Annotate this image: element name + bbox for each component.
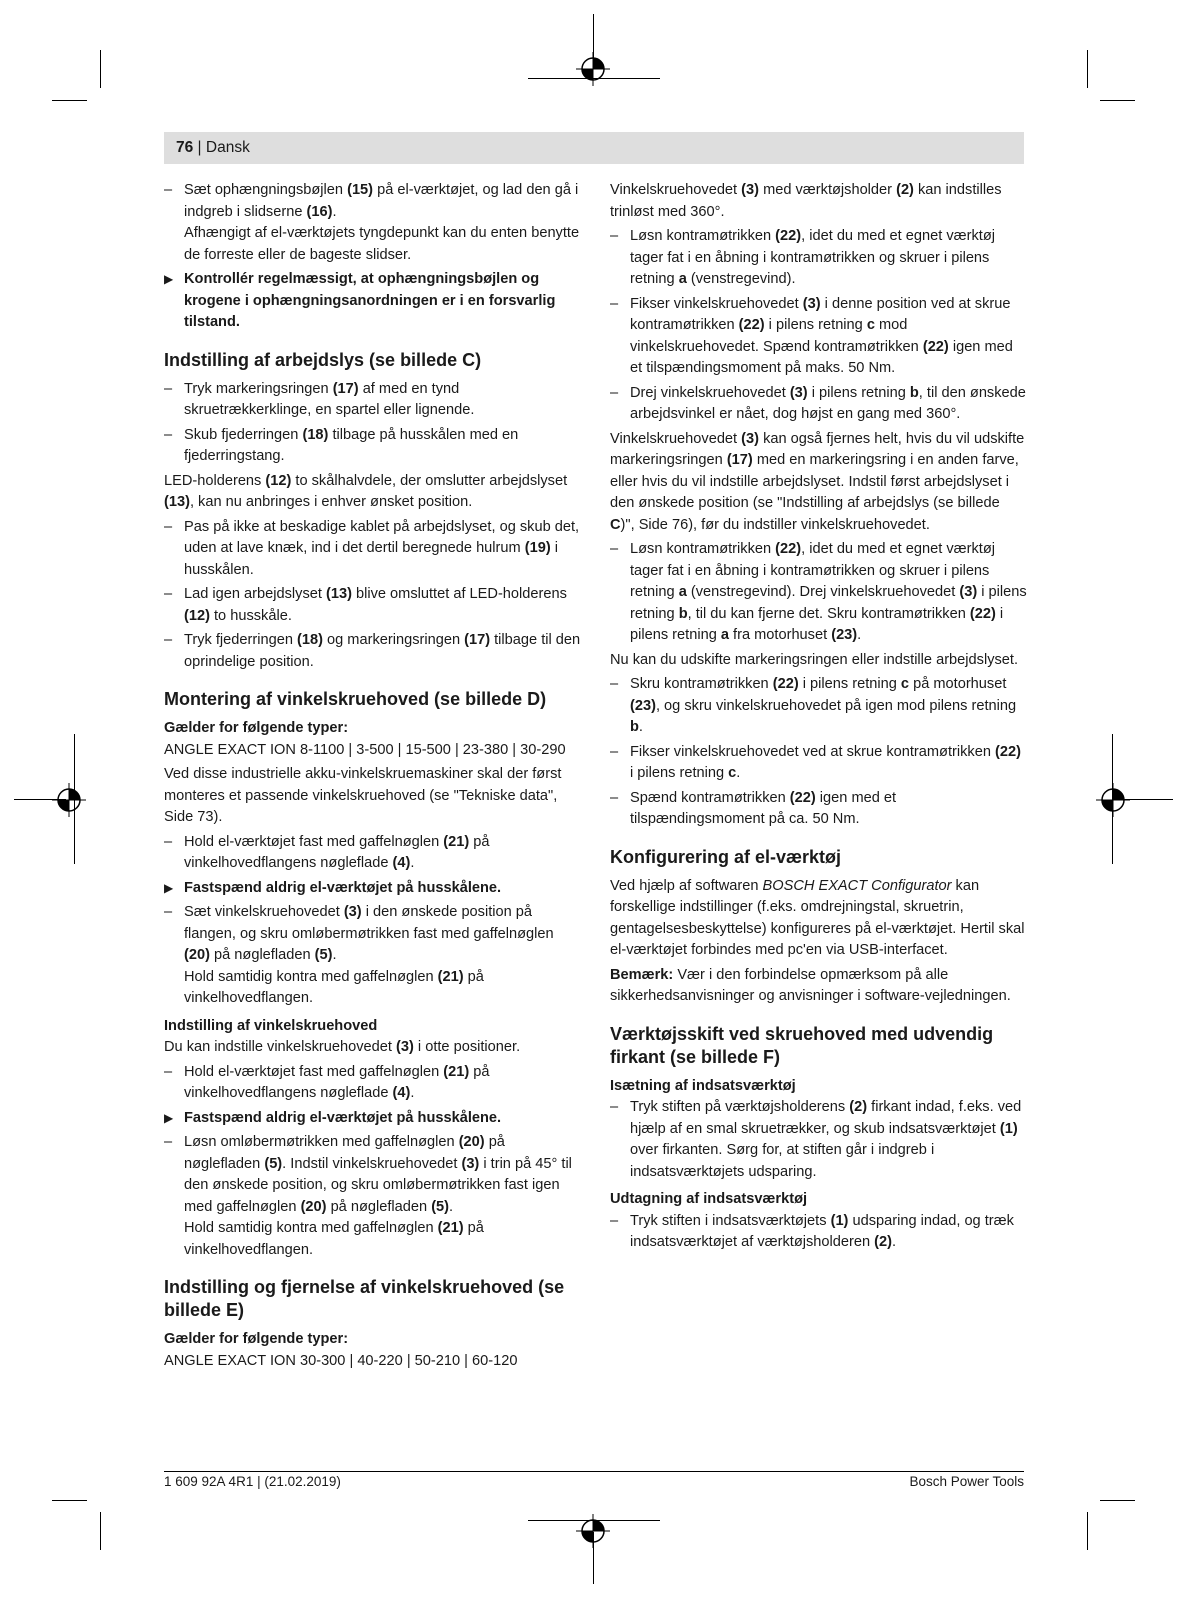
crop-mark [1087, 1512, 1088, 1550]
section-heading: Indstilling og fjernelse af vinkelskruehoved (se billede E) [164, 1277, 565, 1320]
list-item: – Hold el-værktøjet fast med gaffelnøglen (21) på vinkelhovedflangens nøgleflade (4). [164, 1062, 582, 1105]
list-item: – Drej vinkelskruehovedet (3) i pilens retning b, til den ønskede arbejdsvinkel er nået, dog højst en gang med 360°. [610, 383, 1028, 426]
list-item: – Sæt ophængningsbøjlen (15) på el-værktøjet, og lad den gå i indgreb i slidserne (16). Afhængigt af el-værktøjets tyngdepunkt kan du enten benytte de forreste eller de bageste slidser. [164, 180, 582, 266]
list-item: – Sæt vinkelskruehovedet (3) i den ønskede position på flangen, og skru omløbermøtrikken fast med gaffelnøglen (20) på nøglefladen (5). Hold samtidig kontra med gaffelnøglen (21) på vinkelhovedflangen. [164, 902, 582, 1010]
warning-item: ▶ Fastspænd aldrig el-værktøjet på husskålene. [164, 878, 582, 900]
list-item: – Tryk stiften på værktøjsholderens (2) firkant indad, f.eks. ved hjælp af en smal skruetrækker, og skub indsatsværktøjet (1) over firkanten. Sørg for, at stiften går i indgreb i indsatsværktøjets udsparing. [610, 1097, 1028, 1183]
section-heading: Montering af vinkelskruehoved (se billede D) [164, 689, 547, 709]
crop-mark [1100, 1500, 1135, 1501]
crop-mark [1087, 50, 1088, 88]
section-heading: Indstilling af arbejdslys (se billede C) [164, 349, 482, 370]
registration-mark-icon [576, 1514, 610, 1548]
list-item: – Pas på ikke at beskadige kablet på arbejdslyset, og skub det, uden at lave knæk, ind i det dertil beregnede hulrum (19) i husskålen. [164, 517, 582, 582]
crop-mark [100, 50, 101, 88]
paragraph: ANGLE EXACT ION 8-1100 | 3-500 | 15-500 | 23-380 | 30-290 [164, 741, 566, 758]
page-number: 76 [176, 139, 194, 156]
list-item: – Lad igen arbejdslyset (13) blive omsluttet af LED-holderens (12) to husskåle. [164, 584, 582, 627]
registration-mark-icon [576, 52, 610, 86]
list-item: – Hold el-værktøjet fast med gaffelnøglen (21) på vinkelhovedflangens nøgleflade (4). [164, 832, 582, 875]
registration-mark-icon [1096, 783, 1130, 817]
paragraph: Bemærk: Vær i den forbindelse opmærksom på alle sikkerhedsanvisninger og anvisninger i software-vejledningen. [610, 966, 1011, 1004]
paragraph: Ved hjælp af softwaren BOSCH EXACT Configurator kan forskellige indstillinger (f.eks. omdrejningstal, skruetrin, gentagelsesbeskyttelse) konfigureres på el-værktøjet. Hertil skal el-værktøjet forbindes med pc'en via USB-interfacet. [610, 877, 1025, 958]
paragraph: Vinkelskruehovedet (3) kan også fjernes helt, hvis du vil udskifte markeringsringen (17) med en markeringsring i en anden farve, eller hvis du vil indstille arbejdslyset. Indstil først arbejdslyset i den ønskede position (se "Indstilling af arbejdslys (se billede C)", Side 76), før du indstiller vinkelskruehovedet. [610, 430, 1025, 533]
list-item: – Fikser vinkelskruehovedet ved at skrue kontramøtrikken (22) i pilens retning c. [610, 742, 1028, 785]
footer-brand: Bosch Power Tools [909, 1474, 1024, 1489]
crop-mark [52, 100, 87, 101]
page-header [164, 132, 1024, 164]
list-item: – Skru kontramøtrikken (22) i pilens retning c på motorhuset (23), og skru vinkelskruehovedet på igen mod pilens retning b. [610, 674, 1028, 739]
header-separator: | [193, 139, 206, 156]
paragraph: ANGLE EXACT ION 30-300 | 40-220 | 50-210 | 60-120 [164, 1352, 518, 1369]
section-heading: Konfigurering af el-værktøj [610, 846, 842, 867]
list-item: – Løsn omløbermøtrikken med gaffelnøglen (20) på nøglefladen (5). Indstil vinkelskruehovedet (3) i trin på 45° til den ønskede position, og skru omløbermøtrikken fast igen med gaffelnøglen (20) på nøglefladen (5). Hold samtidig kontra med gaffelnøglen (21) på vinkelhovedflangen. [164, 1132, 582, 1261]
left-column [164, 180, 582, 1375]
list-item: – Tryk markeringsringen (17) af med en tynd skruetrækkerklinge, en spartel eller lignende. [164, 379, 582, 422]
subheading: Gælder for følgende typer: [164, 720, 349, 736]
footer-doc-id: 1 609 92A 4R1 | (21.02.2019) [164, 1474, 341, 1489]
crop-mark [52, 1500, 87, 1501]
subheading: Indstilling af vinkelskruehoved [164, 1017, 378, 1034]
paragraph: Vinkelskruehovedet (3) med værktøjsholder (2) kan indstilles trinløst med 360°. [610, 182, 1002, 220]
list-item: – Løsn kontramøtrikken (22), idet du med et egnet værktøj tager fat i en åbning i kontramøtrikken og skruer i pilens retning a (venstregevind). [610, 226, 1028, 291]
right-column [610, 180, 1028, 1257]
warning-item: ▶ Fastspænd aldrig el-værktøjet på husskålene. [164, 1108, 582, 1130]
paragraph: Ved disse industrielle akku-vinkelskruemaskiner skal der først monteres et passende vinkelskruehoved (se "Tekniske data", Side 73). [164, 766, 562, 825]
list-item: – Tryk stiften i indsatsværktøjets (1) udsparing indad, og træk indsatsværktøjet af værktøjsholderen (2). [610, 1211, 1028, 1254]
warning-item: ▶ Kontrollér regelmæssigt, at ophængningsbøjlen og krogene i ophængningsanordningen er i en forsvarlig tilstand. [164, 269, 582, 334]
footer-rule [164, 1471, 1024, 1472]
subheading: Udtagning af indsatsværktøj [610, 1191, 808, 1207]
section-heading: Værktøjsskift ved skruehoved med udvendig firkant (se billede F) [610, 1023, 994, 1067]
list-item: – Løsn kontramøtrikken (22), idet du med et egnet værktøj tager fat i en åbning i kontramøtrikken og skruer i pilens retning a (venstregevind). Drej vinkelskruehovedet (3) i pilens retning b, til du kan fjerne det. Skru kontramøtrikken (22) i pilens retning a fra motorhuset (23). [610, 539, 1028, 647]
list-item: – Skub fjederringen (18) tilbage på husskålen med en fjederringstang. [164, 425, 582, 468]
list-item: – Tryk fjederringen (18) og markeringsringen (17) tilbage til den oprindelige position. [164, 630, 582, 673]
subheading: Gælder for følgende typer: [164, 1331, 349, 1347]
subheading: Isætning af indsatsværktøj [610, 1077, 796, 1094]
paragraph: LED-holderens (12) to skålhalvdele, der omslutter arbejdslyset (13), kan nu anbringes i enhver ønsket position. [164, 472, 568, 510]
paragraph: Du kan indstille vinkelskruehovedet (3) i otte positioner. [164, 1039, 521, 1055]
list-item: – Spænd kontramøtrikken (22) igen med et tilspændingsmoment på ca. 50 Nm. [610, 788, 1028, 831]
crop-mark [1100, 100, 1135, 101]
paragraph: Nu kan du udskifte markeringsringen eller indstille arbejdslyset. [610, 651, 1019, 668]
header-language: Dansk [205, 139, 250, 156]
crop-mark [100, 1512, 101, 1550]
list-item: – Fikser vinkelskruehovedet (3) i denne position ved at skrue kontramøtrikken (22) i pilens retning c mod vinkelskruehovedet. Spænd kontramøtrikken (22) igen med et tilspændingsmoment på maks. 50 Nm. [610, 294, 1028, 380]
registration-mark-icon [52, 783, 86, 817]
